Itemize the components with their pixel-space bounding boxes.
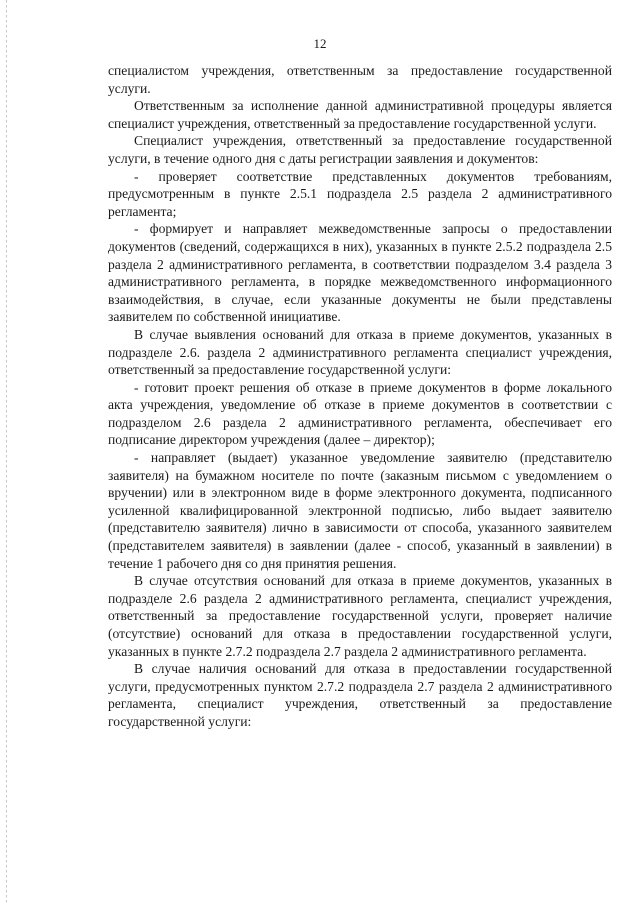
page-number: 12 [313, 36, 327, 51]
paragraph: В случае отсутствия оснований для отказа в приеме документов, указанных в подразделе 2.6 раздела 2 административного регламента, специалист учреждения, ответственный за предоставление государственной услуги, проверяет наличие (отсутствие) оснований для отказа в предоставлении государственной услуги, указанных в пункте 2.7.2 подраздела 2.7 раздела 2 административного регламента. [108, 573, 612, 659]
paragraph: - проверяет соответствие представленных документов требованиям, предусмотренным в пункте 2.5.1 подраздела 2.5 раздела 2 административного регламента; [108, 168, 612, 219]
paragraph: - направляет (выдает) указанное уведомление заявителю (представителю заявителя) на бумажном носителе по почте (заказным письмом с уведомлением о вручении) или в электронном виде в форме электронного документа, подписанного усиленной квалифицированной электронной подписью, либо выдает заявителю (представителю заявителя) лично в зависимости от способа, указанного заявителем (представителем заявителя) в заявлении (далее - способ, указанный в заявлении) в течение 1 рабочего дня со дня принятия решения. [108, 450, 612, 571]
paragraph: В случае выявления оснований для отказа в приеме документов, указанных в подразделе 2.6. раздела 2 административного регламента специалист учреждения, ответственный за предоставление государственной услуги: [108, 326, 612, 378]
paragraph: специалистом учреждения, ответственным за предоставление государственной услуги. [108, 63, 612, 96]
scan-edge [6, 0, 7, 905]
paragraph: В случае наличия оснований для отказа в предоставлении государственной услуги, предусмотренных пунктом 2.7.2 подраздела 2.7 раздела 2 административного регламента, специалист учреждения, ответственный за предоставление государственной услуги: [108, 661, 612, 729]
paragraph: Специалист учреждения, ответственный за предоставление государственной услуги, в течение одного дня с даты регистрации заявления и документов: [108, 133, 612, 166]
paragraph: Ответственным за исполнение данной административной процедуры является специалист учреждения, ответственный за предоставление государственной услуги. [108, 98, 612, 131]
document-body [108, 62, 612, 731]
paragraph: - готовит проект решения об отказе в приеме документов в форме локального акта учреждения, уведомление об отказе в приеме документов в соответствии с подразделом 2.6 раздела 2 административного регламента, обеспечивает его подписание директором учреждения (далее – директор); [108, 379, 612, 448]
paragraph: - формирует и направляет межведомственные запросы о предоставлении документов (сведений, содержащихся в них), указанных в пункте 2.5.2 подраздела 2.5 раздела 2 административного регламента, в соответствии подразделом 3.4 раздела 3 административного регламента, в порядке межведомственного информационного взаимодействия, в случае, если указанные документы не были представлены заявителем по собственной инициативе. [108, 221, 612, 325]
